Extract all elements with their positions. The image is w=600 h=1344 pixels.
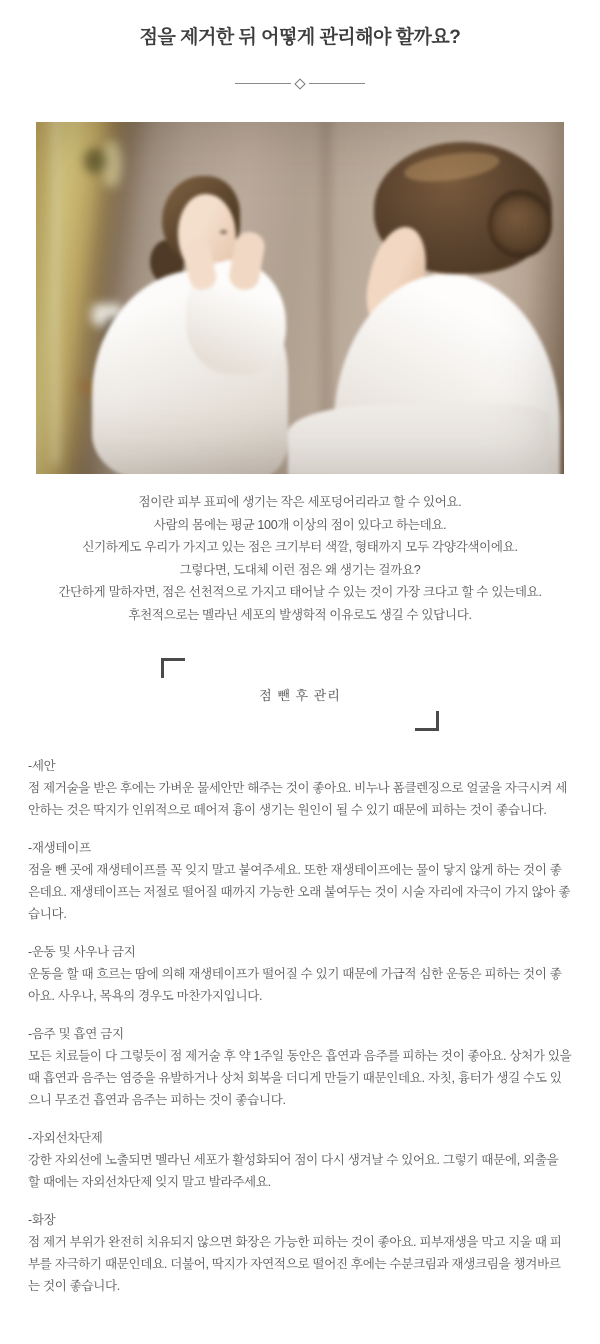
page-title: 점을 제거한 뒤 어떻게 관리해야 할까요? bbox=[139, 27, 461, 48]
quote-bracket-top-left-icon bbox=[161, 658, 185, 678]
intro-line: 신기하게도 우리가 가지고 있는 점은 크기부터 색깔, 형태까지 모두 각양각색이에요. bbox=[82, 540, 518, 554]
section-title: -자외선차단제 bbox=[28, 1131, 103, 1145]
section-title: -화장 bbox=[28, 1213, 56, 1227]
section-body: 모든 치료들이 다 그렇듯이 점 제거술 후 약 1주일 동안은 흡연과 음주를 피하는 것이 좋아요. 상처가 있을 때 흡연과 음주는 염증을 유발하거나 상처 회복을 더디게 만들기 때문인데요. 자칫, 흉터가 생길 수도 있으니 무조건 흡연과 음주는 피하는 것이 좋습니다. bbox=[28, 1049, 572, 1107]
section-body: 점 제거술을 받은 후에는 가벼운 물세안만 해주는 것이 좋아요. 비누나 폼클렌징으로 얼굴을 자극시켜 세안하는 것은 딱지가 인위적으로 떼어져 흉이 생기는 원인이 될 수 있기 때문에 피하는 것이 좋습니다. bbox=[28, 781, 567, 817]
care-section-no-exercise-sauna bbox=[28, 941, 572, 1007]
section-title: -재생테이프 bbox=[28, 841, 91, 855]
care-sections bbox=[28, 755, 572, 1297]
title-divider bbox=[235, 78, 365, 89]
divider-line-right bbox=[309, 83, 365, 84]
care-section-makeup bbox=[28, 1209, 572, 1297]
divider-line-left bbox=[235, 83, 291, 84]
care-section-no-alcohol-smoking bbox=[28, 1023, 572, 1111]
quote-frame bbox=[161, 658, 439, 731]
intro-paragraph bbox=[0, 491, 600, 626]
section-title: -운동 및 사우나 금지 bbox=[28, 945, 136, 959]
section-body: 운동을 할 때 흐르는 땀에 의해 재생테이프가 떨어질 수 있기 때문에 가급적 심한 운동은 피하는 것이 좋아요. 사우나, 목욕의 경우도 마찬가지입니다. bbox=[28, 967, 562, 1003]
section-body: 강한 자외선에 노출되면 멜라닌 세포가 활성화되어 점이 다시 생겨날 수 있어요. 그렇기 때문에, 외출을 할 때에는 자외선차단제 잊지 말고 발라주세요. bbox=[28, 1153, 559, 1189]
care-section-cleansing bbox=[28, 755, 572, 821]
intro-line: 간단하게 말하자면, 점은 선천적으로 가지고 태어날 수 있는 것이 가장 크다고 할 수 있는데요. bbox=[58, 585, 542, 599]
bathrobe-woman-mirror-photo bbox=[36, 122, 564, 474]
intro-line: 그렇다면, 도대체 이런 점은 왜 생기는 걸까요? bbox=[179, 562, 421, 577]
intro-line: 사람의 몸에는 평균 100개 이상의 점이 있다고 하는데요. bbox=[153, 517, 447, 532]
section-title: -음주 및 흡연 금지 bbox=[28, 1027, 124, 1041]
intro-line: 후천적으로는 멜라닌 세포의 발생학적 이유로도 생길 수 있답니다. bbox=[128, 607, 472, 622]
care-section-regeneration-tape bbox=[28, 837, 572, 925]
photo-vignette bbox=[36, 122, 564, 474]
quote-bracket-bottom-right-icon bbox=[415, 711, 439, 731]
section-body: 점을 뺀 곳에 재생테이프를 꼭 잊지 말고 붙여주세요. 또한 재생테이프에는 물이 닿지 않게 하는 것이 좋은데요. 재생테이프는 저절로 떨어질 때까지 가능한 오래 붙여두는 것이 시술 자리에 자극이 가지 않아 좋습니다. bbox=[28, 863, 571, 921]
intro-line: 점이란 피부 표피에 생기는 작은 세포덩어리라고 할 수 있어요. bbox=[138, 495, 462, 509]
care-section-sunscreen bbox=[28, 1127, 572, 1193]
section-title: -세안 bbox=[28, 759, 56, 773]
quote-text: 점 뺀 후 관리 bbox=[259, 688, 341, 703]
section-body: 점 제거 부위가 완전히 치유되지 않으면 화장은 가능한 피하는 것이 좋아요. 피부재생을 막고 지울 때 피부를 자극하기 때문인데요. 더불어, 딱지가 자연적으로 떨어진 후에는 수분크림과 재생크림을 챙겨바르는 것이 좋습니다. bbox=[28, 1235, 562, 1293]
diamond-icon bbox=[294, 78, 305, 89]
article-page bbox=[0, 24, 600, 1344]
